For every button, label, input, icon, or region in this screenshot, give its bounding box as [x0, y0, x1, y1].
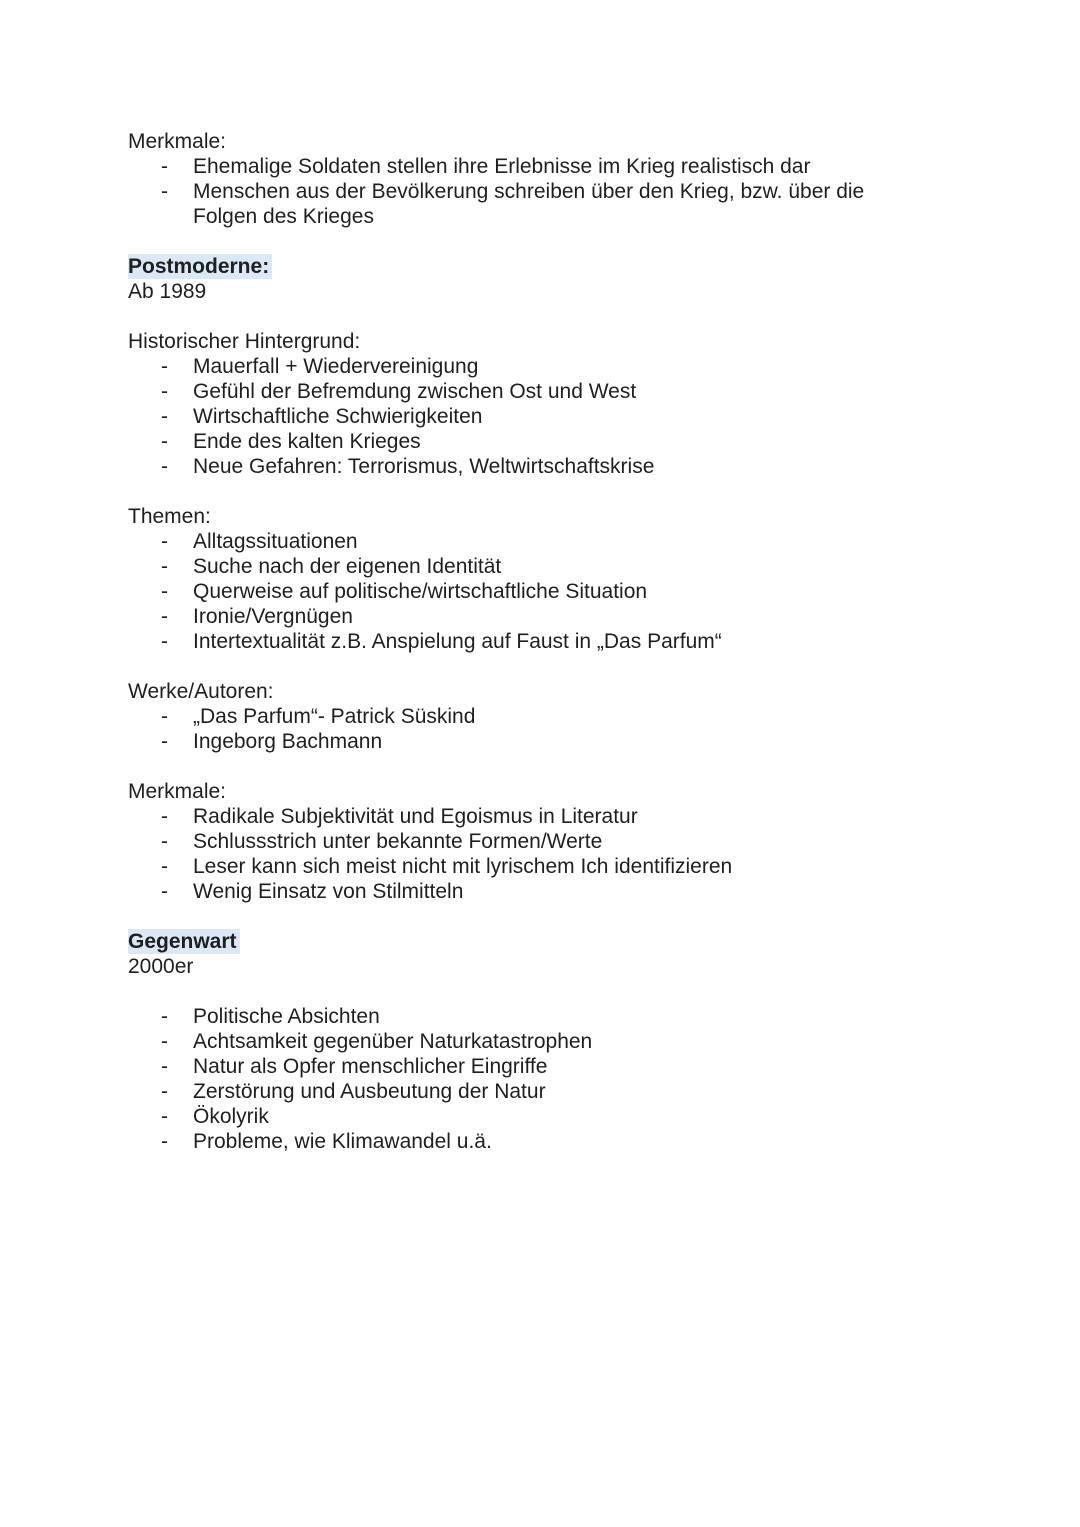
bullet-dash: -	[161, 380, 168, 403]
bullet-dash: -	[161, 1130, 168, 1153]
section-label: Merkmale:	[128, 130, 227, 153]
bullet-dash: -	[161, 705, 168, 728]
bullet-dash: -	[161, 605, 168, 628]
list-item: - Zerstörung und Ausbeutung der Natur	[161, 1080, 546, 1103]
list-item: - Neue Gefahren: Terrorismus, Weltwirtschaftskrise	[161, 455, 655, 478]
list-item: - Wirtschaftliche Schwierigkeiten	[161, 405, 483, 428]
bullet-dash: -	[161, 1005, 168, 1028]
section-heading: Gegenwart	[128, 929, 1028, 954]
bullet-dash: -	[161, 880, 168, 903]
list-item: - Natur als Opfer menschlicher Eingriffe	[161, 1055, 548, 1078]
list-item: - Wenig Einsatz von Stilmitteln	[161, 880, 464, 903]
bullet-dash: -	[161, 830, 168, 853]
list-item: - Suche nach der eigenen Identität	[161, 555, 502, 578]
list-item: - Politische Absichten	[161, 1005, 380, 1028]
list-item: - Leser kann sich meist nicht mit lyrischem Ich identifizieren	[161, 855, 733, 878]
section-label: Merkmale:	[128, 780, 227, 803]
list-item: - Ökolyrik	[161, 1105, 269, 1128]
list-item: - Alltagssituationen	[161, 530, 358, 553]
list-item: - Gefühl der Befremdung zwischen Ost und West	[161, 380, 637, 403]
list-item: - Ende des kalten Krieges	[161, 430, 421, 453]
list-item: - Radikale Subjektivität und Egoismus in Literatur	[161, 805, 638, 828]
list-item: - Achtsamkeit gegenüber Naturkatastrophen	[161, 1030, 593, 1053]
section-heading: Postmoderne:	[128, 254, 1028, 279]
bullet-dash: -	[161, 730, 168, 753]
list-item: - Ehemalige Soldaten stellen ihre Erlebnisse im Krieg realistisch dar	[161, 155, 811, 178]
list-item: - Schlussstrich unter bekannte Formen/Werte	[161, 830, 603, 853]
list-item: - Querweise auf politische/wirtschaftliche Situation	[161, 580, 648, 603]
section-label: Themen:	[128, 505, 211, 528]
bullet-dash: -	[161, 1105, 168, 1128]
section-label: Historischer Hintergrund:	[128, 330, 361, 353]
list-item: - Intertextualität z.B. Anspielung auf Faust in „Das Parfum“	[161, 630, 722, 653]
list-item: - Ironie/Vergnügen	[161, 605, 353, 628]
bullet-dash: -	[161, 630, 168, 653]
bullet-dash: -	[161, 1080, 168, 1103]
period-text: Ab 1989	[128, 280, 207, 303]
section-label: Werke/Autoren:	[128, 680, 274, 703]
bullet-list	[128, 1004, 1028, 1154]
bullet-dash: -	[161, 805, 168, 828]
bullet-dash: -	[161, 555, 168, 578]
bullet-list	[128, 704, 1028, 754]
list-item: - Menschen aus der Bevölkerung schreiben über den Krieg, bzw. über die Folgen des Krieges	[161, 180, 865, 228]
bullet-dash: -	[161, 1030, 168, 1053]
bullet-list	[128, 529, 1028, 654]
bullet-dash: -	[161, 405, 168, 428]
bullet-dash: -	[161, 155, 168, 178]
bullet-dash: -	[161, 1055, 168, 1078]
bullet-dash: -	[161, 455, 168, 478]
list-item: - Probleme, wie Klimawandel u.ä.	[161, 1130, 492, 1153]
period-text: 2000er	[128, 955, 194, 978]
bullet-dash: -	[161, 355, 168, 378]
bullet-dash: -	[161, 855, 168, 878]
bullet-list	[128, 154, 1028, 229]
list-item: - „Das Parfum“- Patrick Süskind	[161, 705, 476, 728]
bullet-list	[128, 354, 1028, 479]
bullet-dash: -	[161, 430, 168, 453]
bullet-dash: -	[161, 580, 168, 603]
bullet-dash: -	[161, 530, 168, 553]
list-item: - Ingeborg Bachmann	[161, 730, 383, 753]
bullet-list	[128, 804, 1028, 904]
bullet-dash: -	[161, 180, 168, 203]
document-page	[128, 129, 1028, 1154]
list-item: - Mauerfall + Wiedervereinigung	[161, 355, 479, 378]
